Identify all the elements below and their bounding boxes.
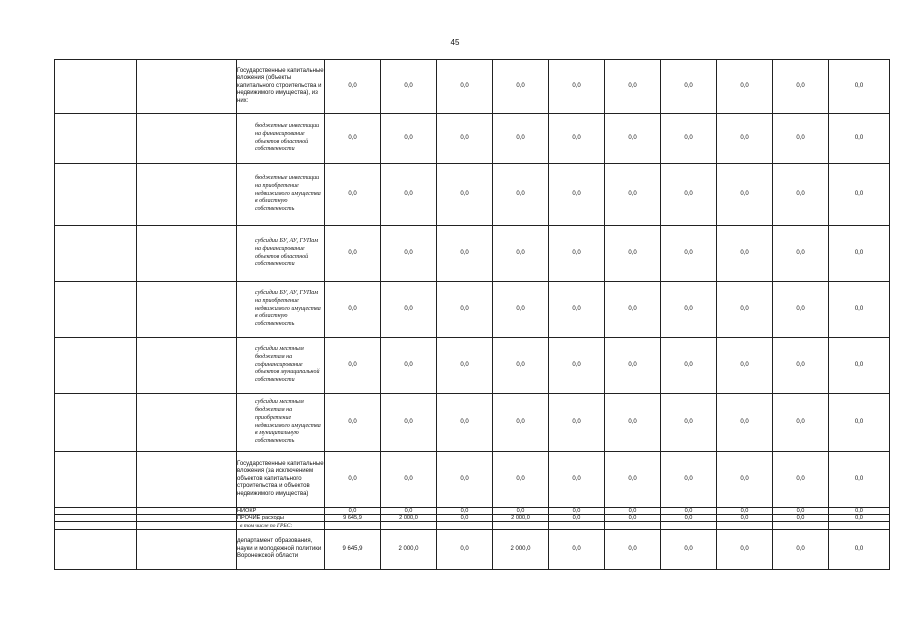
table-row [55, 114, 890, 164]
value-cell: 2 000,0 [381, 530, 437, 570]
value-cell: 0,0 [605, 114, 661, 164]
value-cell: 0,0 [773, 226, 829, 282]
empty-cell [55, 60, 137, 114]
value-cell [661, 522, 717, 530]
page-number: 45 [450, 38, 460, 47]
value-cell: 0,0 [381, 226, 437, 282]
value-cell: 0,0 [437, 508, 493, 515]
value-cell: 0,0 [717, 282, 773, 338]
table-row [55, 452, 890, 508]
value-cell: 0,0 [549, 452, 605, 508]
value-cell: 0,0 [493, 394, 549, 452]
value-cell: 0,0 [717, 530, 773, 570]
value-cell: 0,0 [661, 515, 717, 522]
value-cell: 0,0 [829, 226, 890, 282]
value-cell: 0,0 [437, 164, 493, 226]
value-cell: 0,0 [493, 338, 549, 394]
value-cell: 0,0 [437, 226, 493, 282]
value-cell: 0,0 [325, 60, 381, 114]
value-cell: 0,0 [493, 226, 549, 282]
value-cell: 0,0 [661, 164, 717, 226]
value-cell: 0,0 [605, 530, 661, 570]
value-cell: 0,0 [493, 508, 549, 515]
value-cell: 0,0 [325, 452, 381, 508]
table-row [55, 226, 890, 282]
value-cell: 0,0 [829, 394, 890, 452]
value-cell: 0,0 [605, 452, 661, 508]
row-label: бюджетные инвестиции на финансирование объектов областной собственности [237, 114, 325, 164]
value-cell [549, 522, 605, 530]
empty-cell [137, 522, 237, 530]
value-cell: 9 645,9 [325, 515, 381, 522]
empty-cell [137, 114, 237, 164]
value-cell: 0,0 [549, 530, 605, 570]
table-row [55, 508, 890, 515]
empty-cell [55, 338, 137, 394]
value-cell: 2 000,0 [493, 515, 549, 522]
value-cell: 0,0 [717, 226, 773, 282]
value-cell [381, 522, 437, 530]
value-cell: 0,0 [661, 114, 717, 164]
empty-cell [55, 508, 137, 515]
value-cell: 0,0 [437, 452, 493, 508]
value-cell: 0,0 [661, 282, 717, 338]
value-cell: 0,0 [381, 452, 437, 508]
value-cell: 0,0 [773, 515, 829, 522]
empty-cell [137, 282, 237, 338]
row-label: Государственные капитальные вложения (объекты капитального строительства и недвижимого имущества), из них: [237, 60, 325, 114]
value-cell: 0,0 [605, 282, 661, 338]
row-label: субсидии БУ, АУ, ГУПам на финансирование объектов областной собственности [237, 226, 325, 282]
empty-cell [55, 530, 137, 570]
value-cell: 0,0 [549, 226, 605, 282]
value-cell: 0,0 [493, 282, 549, 338]
value-cell: 0,0 [605, 394, 661, 452]
row-label: ПРОЧИЕ расходы [237, 515, 325, 522]
value-cell: 0,0 [325, 338, 381, 394]
value-cell: 0,0 [773, 530, 829, 570]
row-label: субсидии местным бюджетам на софинансирование объектов муниципальной собственности [237, 338, 325, 394]
empty-cell [137, 226, 237, 282]
value-cell: 0,0 [549, 114, 605, 164]
value-cell: 0,0 [437, 338, 493, 394]
value-cell: 0,0 [381, 164, 437, 226]
value-cell: 0,0 [661, 338, 717, 394]
value-cell [717, 522, 773, 530]
value-cell: 0,0 [493, 452, 549, 508]
value-cell: 0,0 [717, 114, 773, 164]
value-cell: 0,0 [829, 508, 890, 515]
table-row [55, 394, 890, 452]
table-row [55, 282, 890, 338]
value-cell: 0,0 [325, 508, 381, 515]
value-cell: 9 645,9 [325, 530, 381, 570]
value-cell: 0,0 [381, 508, 437, 515]
value-cell: 0,0 [829, 114, 890, 164]
value-cell [829, 522, 890, 530]
value-cell: 0,0 [381, 114, 437, 164]
value-cell: 0,0 [661, 60, 717, 114]
value-cell [605, 522, 661, 530]
value-cell: 0,0 [549, 508, 605, 515]
value-cell: 0,0 [717, 515, 773, 522]
value-cell: 0,0 [773, 394, 829, 452]
value-cell: 0,0 [549, 338, 605, 394]
value-cell: 0,0 [437, 60, 493, 114]
value-cell: 0,0 [325, 226, 381, 282]
value-cell: 0,0 [549, 394, 605, 452]
value-cell: 0,0 [381, 282, 437, 338]
value-cell: 0,0 [605, 226, 661, 282]
value-cell: 0,0 [773, 164, 829, 226]
value-cell: 0,0 [437, 394, 493, 452]
empty-cell [137, 394, 237, 452]
value-cell: 0,0 [717, 394, 773, 452]
empty-cell [137, 530, 237, 570]
row-label: субсидии местным бюджетам на приобретение недвижимого имущества в муниципальную собственность [237, 394, 325, 452]
table-row [55, 338, 890, 394]
value-cell: 0,0 [325, 114, 381, 164]
empty-cell [55, 114, 137, 164]
table-row [55, 522, 890, 530]
empty-cell [137, 338, 237, 394]
value-cell: 0,0 [549, 282, 605, 338]
value-cell: 0,0 [381, 60, 437, 114]
value-cell: 0,0 [437, 530, 493, 570]
value-cell: 0,0 [717, 452, 773, 508]
empty-cell [55, 164, 137, 226]
value-cell: 0,0 [437, 282, 493, 338]
value-cell: 0,0 [829, 515, 890, 522]
value-cell: 2 000,0 [381, 515, 437, 522]
value-cell: 0,0 [437, 515, 493, 522]
value-cell [773, 522, 829, 530]
empty-cell [55, 394, 137, 452]
budget-table [54, 59, 890, 570]
empty-cell [55, 515, 137, 522]
value-cell: 0,0 [829, 452, 890, 508]
value-cell: 0,0 [605, 338, 661, 394]
value-cell: 0,0 [773, 338, 829, 394]
value-cell: 0,0 [829, 530, 890, 570]
value-cell: 0,0 [829, 60, 890, 114]
value-cell: 0,0 [773, 60, 829, 114]
value-cell: 0,0 [605, 508, 661, 515]
empty-cell [137, 515, 237, 522]
value-cell: 0,0 [661, 394, 717, 452]
value-cell: 0,0 [325, 394, 381, 452]
value-cell [437, 522, 493, 530]
value-cell: 0,0 [829, 282, 890, 338]
value-cell: 0,0 [661, 226, 717, 282]
value-cell: 0,0 [549, 164, 605, 226]
value-cell: 2 000,0 [493, 530, 549, 570]
value-cell: 0,0 [493, 60, 549, 114]
empty-cell [55, 226, 137, 282]
value-cell: 0,0 [773, 114, 829, 164]
row-label: бюджетные инвестиции на приобретение недвижимого имущества в областную собственность [237, 164, 325, 226]
value-cell: 0,0 [773, 452, 829, 508]
value-cell: 0,0 [605, 60, 661, 114]
value-cell: 0,0 [325, 164, 381, 226]
row-label: субсидии БУ, АУ, ГУПам на приобретение недвижимого имущества в областную собственность [237, 282, 325, 338]
value-cell [325, 522, 381, 530]
value-cell: 0,0 [661, 508, 717, 515]
value-cell: 0,0 [661, 530, 717, 570]
table-row [55, 530, 890, 570]
empty-cell [55, 282, 137, 338]
value-cell: 0,0 [549, 60, 605, 114]
value-cell: 0,0 [605, 515, 661, 522]
empty-cell [55, 522, 137, 530]
value-cell: 0,0 [717, 338, 773, 394]
value-cell: 0,0 [773, 508, 829, 515]
row-label: НИОКР [237, 508, 325, 515]
value-cell: 0,0 [773, 282, 829, 338]
empty-cell [137, 452, 237, 508]
value-cell: 0,0 [661, 452, 717, 508]
value-cell: 0,0 [493, 114, 549, 164]
value-cell: 0,0 [493, 164, 549, 226]
value-cell: 0,0 [829, 164, 890, 226]
table-row [55, 164, 890, 226]
table-body [55, 60, 890, 570]
table-row [55, 515, 890, 522]
value-cell: 0,0 [381, 394, 437, 452]
row-label: Государственные капитальные вложения (за исключением объектов капитального строительства и объектов недвижимого имущества) [237, 452, 325, 508]
value-cell: 0,0 [829, 338, 890, 394]
value-cell: 0,0 [717, 164, 773, 226]
empty-cell [137, 508, 237, 515]
value-cell: 0,0 [605, 164, 661, 226]
value-cell: 0,0 [549, 515, 605, 522]
value-cell [493, 522, 549, 530]
table-row [55, 60, 890, 114]
row-label: департамент образования, науки и молодежной политики Воронежской области [237, 530, 325, 570]
value-cell: 0,0 [381, 338, 437, 394]
empty-cell [55, 452, 137, 508]
value-cell: 0,0 [325, 282, 381, 338]
value-cell: 0,0 [717, 508, 773, 515]
value-cell: 0,0 [437, 114, 493, 164]
empty-cell [137, 164, 237, 226]
row-label: в том числе по ГРБС: [237, 522, 325, 530]
empty-cell [137, 60, 237, 114]
value-cell: 0,0 [717, 60, 773, 114]
